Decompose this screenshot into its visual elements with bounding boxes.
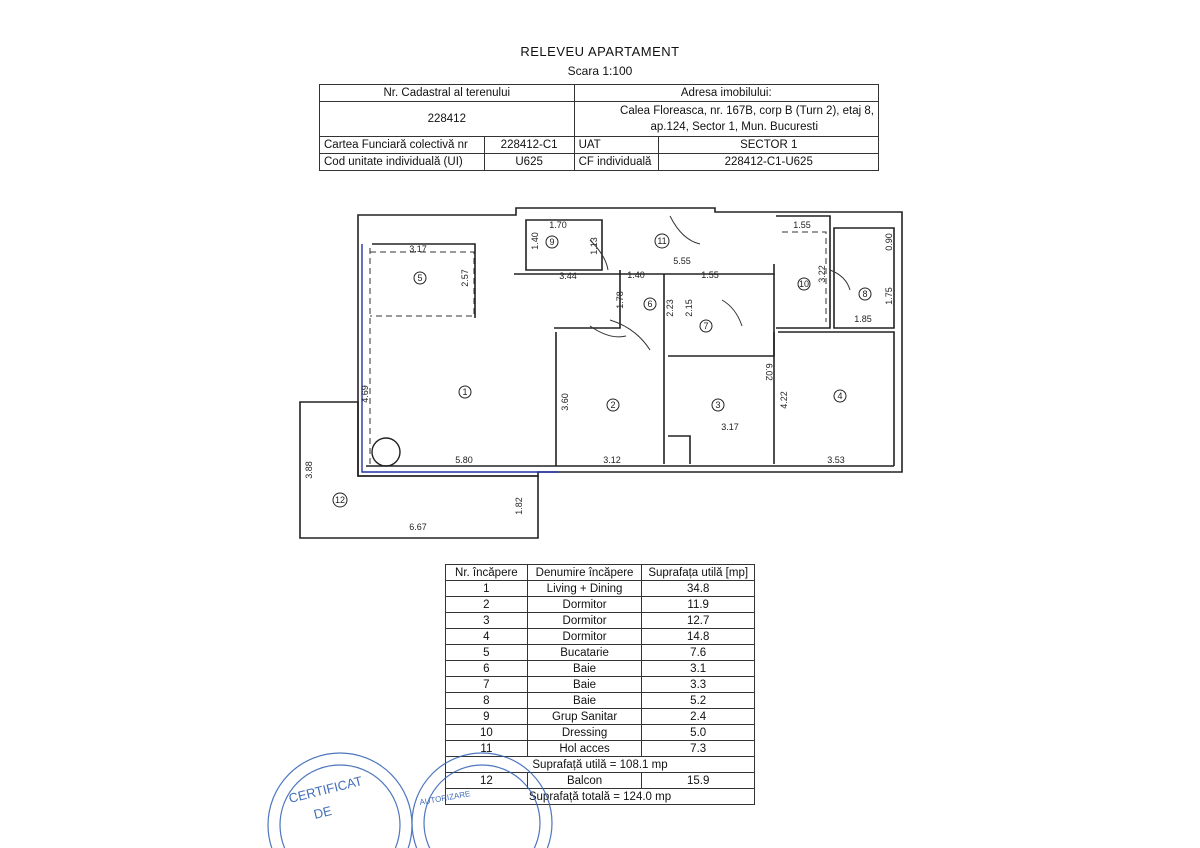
column-circle	[372, 438, 400, 466]
document-scale: Scara 1:100	[567, 64, 633, 78]
table-row	[446, 629, 755, 645]
room-number-9: 9	[549, 237, 555, 247]
cf-collective-label: Cartea Funciară colectivă nr	[320, 137, 485, 154]
interior-wall	[778, 332, 894, 466]
dim-label: 1.82	[514, 497, 524, 515]
table-row	[446, 661, 755, 677]
room-area: 14.8	[642, 629, 755, 645]
room-nr: 10	[446, 725, 528, 741]
column-header: Denumire încăpere	[527, 565, 642, 581]
balcony-outline	[300, 402, 538, 538]
cf-individual-value: 228412-C1-U625	[659, 154, 879, 171]
address-line-1: Calea Floreasca, nr. 167B, corp B (Turn 2), etaj 8,	[620, 105, 874, 117]
dim-label: 3.60	[560, 393, 570, 411]
dim-label: 4.69	[360, 385, 370, 403]
dim-label: 1.13	[589, 237, 599, 255]
dim-label: 1.75	[884, 287, 894, 305]
ui-value: U625	[484, 154, 574, 171]
dim-label: 1.85	[854, 314, 872, 324]
address-value	[574, 102, 878, 137]
stamp-text: CERTIFICAT	[287, 773, 364, 806]
dim-label: 3.17	[721, 422, 739, 432]
dim-label: 3.22	[817, 265, 827, 283]
room-number-2: 2	[610, 400, 616, 410]
room-name: Dormitor	[527, 597, 642, 613]
table-header-row	[446, 565, 755, 581]
grand-total: Suprafață totală = 124.0 mp	[446, 789, 755, 805]
dim-label: 1.40	[627, 270, 645, 280]
dim-label: 1.78	[615, 291, 625, 309]
room-number-6: 6	[647, 299, 653, 309]
room-name: Hol acces	[527, 741, 642, 757]
room-area: 15.9	[642, 773, 755, 789]
certification-stamps	[260, 735, 580, 848]
table-row	[446, 613, 755, 629]
room-number-8: 8	[862, 289, 868, 299]
address-label: Adresa imobilului:	[574, 85, 878, 102]
table-row	[446, 581, 755, 597]
uat-value: SECTOR 1	[659, 137, 879, 154]
property-info-table	[319, 84, 879, 171]
room-name: Balcon	[527, 773, 642, 789]
room-area: 3.3	[642, 677, 755, 693]
room-area: 7.6	[642, 645, 755, 661]
room-nr: 11	[446, 741, 528, 757]
room-area: 5.2	[642, 693, 755, 709]
room-nr: 7	[446, 677, 528, 693]
table-row	[446, 645, 755, 661]
dim-label: 6.02	[764, 363, 774, 381]
room-area: 34.8	[642, 581, 755, 597]
room-nr: 3	[446, 613, 528, 629]
room-number-4: 4	[837, 391, 843, 401]
cadastral-label: Nr. Cadastral al terenului	[320, 85, 575, 102]
dim-label: 6.67	[409, 522, 427, 532]
dim-label: 3.12	[603, 455, 621, 465]
room-nr: 8	[446, 693, 528, 709]
table-row	[446, 597, 755, 613]
room-name: Dormitor	[527, 613, 642, 629]
dim-label: 2.23	[665, 299, 675, 317]
door-arc	[610, 320, 650, 350]
floor-plan	[290, 200, 915, 550]
room-area: 2.4	[642, 709, 755, 725]
room-nr: 4	[446, 629, 528, 645]
dim-label: 5.80	[455, 455, 473, 465]
cf-collective-value: 228412-C1	[484, 137, 574, 154]
table-row	[446, 709, 755, 725]
dim-label: 1.55	[793, 220, 811, 230]
room-number-1: 1	[462, 387, 468, 397]
dim-label: 3.44	[559, 271, 577, 281]
room-area: 3.1	[642, 661, 755, 677]
door-arc	[830, 270, 850, 290]
outer-wall	[358, 208, 902, 476]
room-area: 11.9	[642, 597, 755, 613]
room-name: Grup Sanitar	[527, 709, 642, 725]
cadastral-value: 228412	[320, 102, 575, 137]
door-arc	[722, 300, 742, 326]
room-number-11: 11	[657, 236, 667, 246]
dim-label: 0.90	[884, 233, 894, 251]
table-row	[446, 677, 755, 693]
stamp-text: AUTORIZARE	[418, 789, 471, 807]
room-name: Dormitor	[527, 629, 642, 645]
room-number-10: 10	[798, 279, 810, 289]
room-name: Baie	[527, 661, 642, 677]
room-name: Bucatarie	[527, 645, 642, 661]
room-nr: 9	[446, 709, 528, 725]
room-area: 5.0	[642, 725, 755, 741]
dim-label: 1.55	[701, 270, 719, 280]
cf-individual-label: CF individuală	[574, 154, 659, 171]
door-arc	[670, 216, 700, 244]
dim-label: 2.57	[460, 269, 470, 287]
dim-label: 3.53	[827, 455, 845, 465]
room-nr: 1	[446, 581, 528, 597]
address-line-2: ap.124, Sector 1, Mun. Bucuresti	[650, 121, 818, 133]
room-number-5: 5	[417, 273, 423, 283]
dim-label: 1.40	[530, 232, 540, 250]
column-header: Nr. încăpere	[446, 565, 528, 581]
room-name: Dressing	[527, 725, 642, 741]
room-nr: 12	[446, 773, 528, 789]
dim-label: 5.55	[673, 256, 691, 266]
interior-wall	[668, 436, 690, 464]
table-row	[446, 693, 755, 709]
stamp-text: DE	[312, 802, 334, 822]
room-number-12: 12	[334, 495, 346, 505]
useful-total: Suprafață utilă = 108.1 mp	[446, 757, 755, 773]
dim-label: 1.70	[549, 220, 567, 230]
dim-label: 4.22	[779, 391, 789, 409]
room-nr: 6	[446, 661, 528, 677]
room-area: 12.7	[642, 613, 755, 629]
uat-label: UAT	[574, 137, 659, 154]
room-name: Baie	[527, 677, 642, 693]
dim-label: 3.88	[304, 461, 314, 479]
room-number-7: 7	[703, 321, 709, 331]
room-nr: 2	[446, 597, 528, 613]
dim-label: 2.15	[684, 299, 694, 317]
ui-label: Cod unitate individuală (UI)	[320, 154, 485, 171]
room-name: Living + Dining	[527, 581, 642, 597]
room-number-3: 3	[715, 400, 721, 410]
document-title: RELEVEU APARTAMENT	[520, 44, 680, 59]
room-area: 7.3	[642, 741, 755, 757]
room-nr: 5	[446, 645, 528, 661]
room-name: Baie	[527, 693, 642, 709]
dim-label: 3.17	[409, 244, 427, 254]
column-header: Suprafața utilă [mp]	[642, 565, 755, 581]
